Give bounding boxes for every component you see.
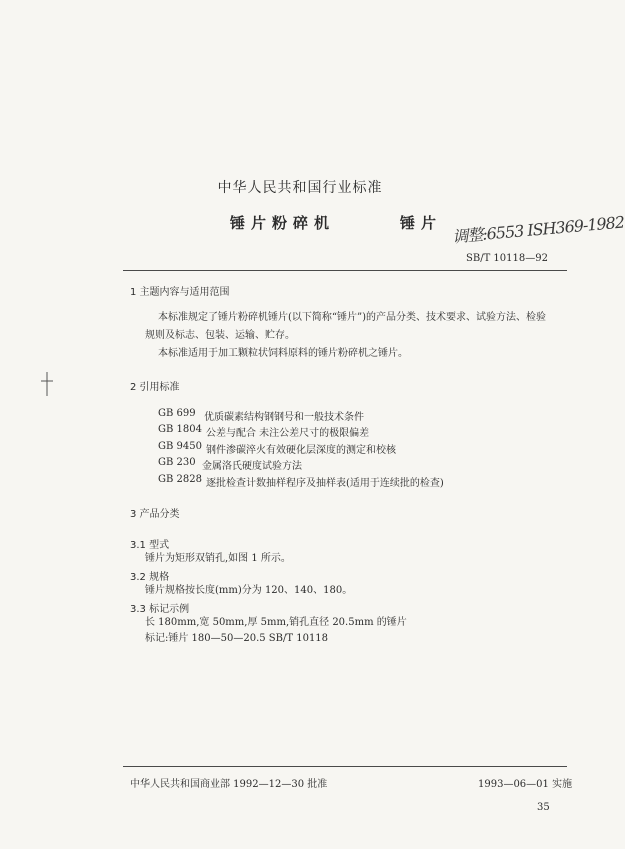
standard-type: 中华人民共和国行业标准 [217, 180, 383, 196]
section-3-3-text2: 标记:锤片 180—50—20.5 SB/T 10118 [145, 633, 329, 644]
section-3-2-heading: 3.2 规格 [130, 572, 170, 583]
section-1-para2: 本标准适用于加工颗粒状饲料原料的锤片粉碎机之锤片。 [158, 348, 408, 359]
reference-code: GB 9450 [158, 441, 202, 452]
reference-title: 公差与配合 未注公差尺寸的极限偏差 [206, 428, 370, 439]
section-2-heading: 2 引用标准 [130, 382, 180, 393]
page-number: 35 [537, 802, 550, 813]
implementation-date: 1993—06—01 实施 [478, 779, 573, 790]
reference-title: 金属洛氏硬度试验方法 [202, 461, 302, 472]
section-1-para-line1: 本标准规定了锤片粉碎机锤片(以下简称“锤片”)的产品分类、技术要求、试验方法、检验 [158, 312, 547, 323]
section-1-para-line2: 规则及标志、包装、运输、贮存。 [145, 330, 295, 341]
reference-code: GB 699 [158, 408, 196, 419]
footer-rule [123, 766, 567, 767]
section-3-2-text: 锤片规格按长度(mm)分为 120、140、180。 [145, 585, 353, 596]
section-3-1-heading: 3.1 型式 [130, 540, 170, 551]
section-1-heading: 1 主题内容与适用范围 [130, 287, 230, 298]
reference-code: GB 230 [158, 457, 196, 468]
crosshair-mark [39, 372, 55, 396]
reference-code: GB 2828 [158, 474, 202, 485]
reference-title: 优质碳素结构钢钢号和一般技术条件 [204, 412, 364, 423]
reference-title: 逐批检查计数抽样程序及抽样表(适用于连续批的检查) [206, 478, 444, 489]
reference-title: 钢件渗碳淬火有效硬化层深度的测定和校核 [206, 445, 396, 456]
section-3-3-heading: 3.3 标记示例 [130, 604, 190, 615]
section-3-1-text: 锤片为矩形双销孔,如图 1 所示。 [145, 553, 291, 564]
header-rule [123, 270, 567, 271]
handwritten-note: 调整:6553 ISH369-1982 [451, 212, 625, 247]
section-3-heading: 3 产品分类 [130, 509, 180, 520]
standard-code: SB/T 10118—92 [466, 253, 548, 264]
reference-code: GB 1804 [158, 424, 202, 435]
section-3-3-text1: 长 180mm,宽 50mm,厚 5mm,销孔直径 20.5mm 的锤片 [145, 617, 407, 628]
approval-line: 中华人民共和国商业部 1992—12—30 批准 [130, 779, 328, 790]
document-subtitle: 锤片 [400, 214, 443, 232]
document-title: 锤片粉碎机 [230, 214, 336, 232]
